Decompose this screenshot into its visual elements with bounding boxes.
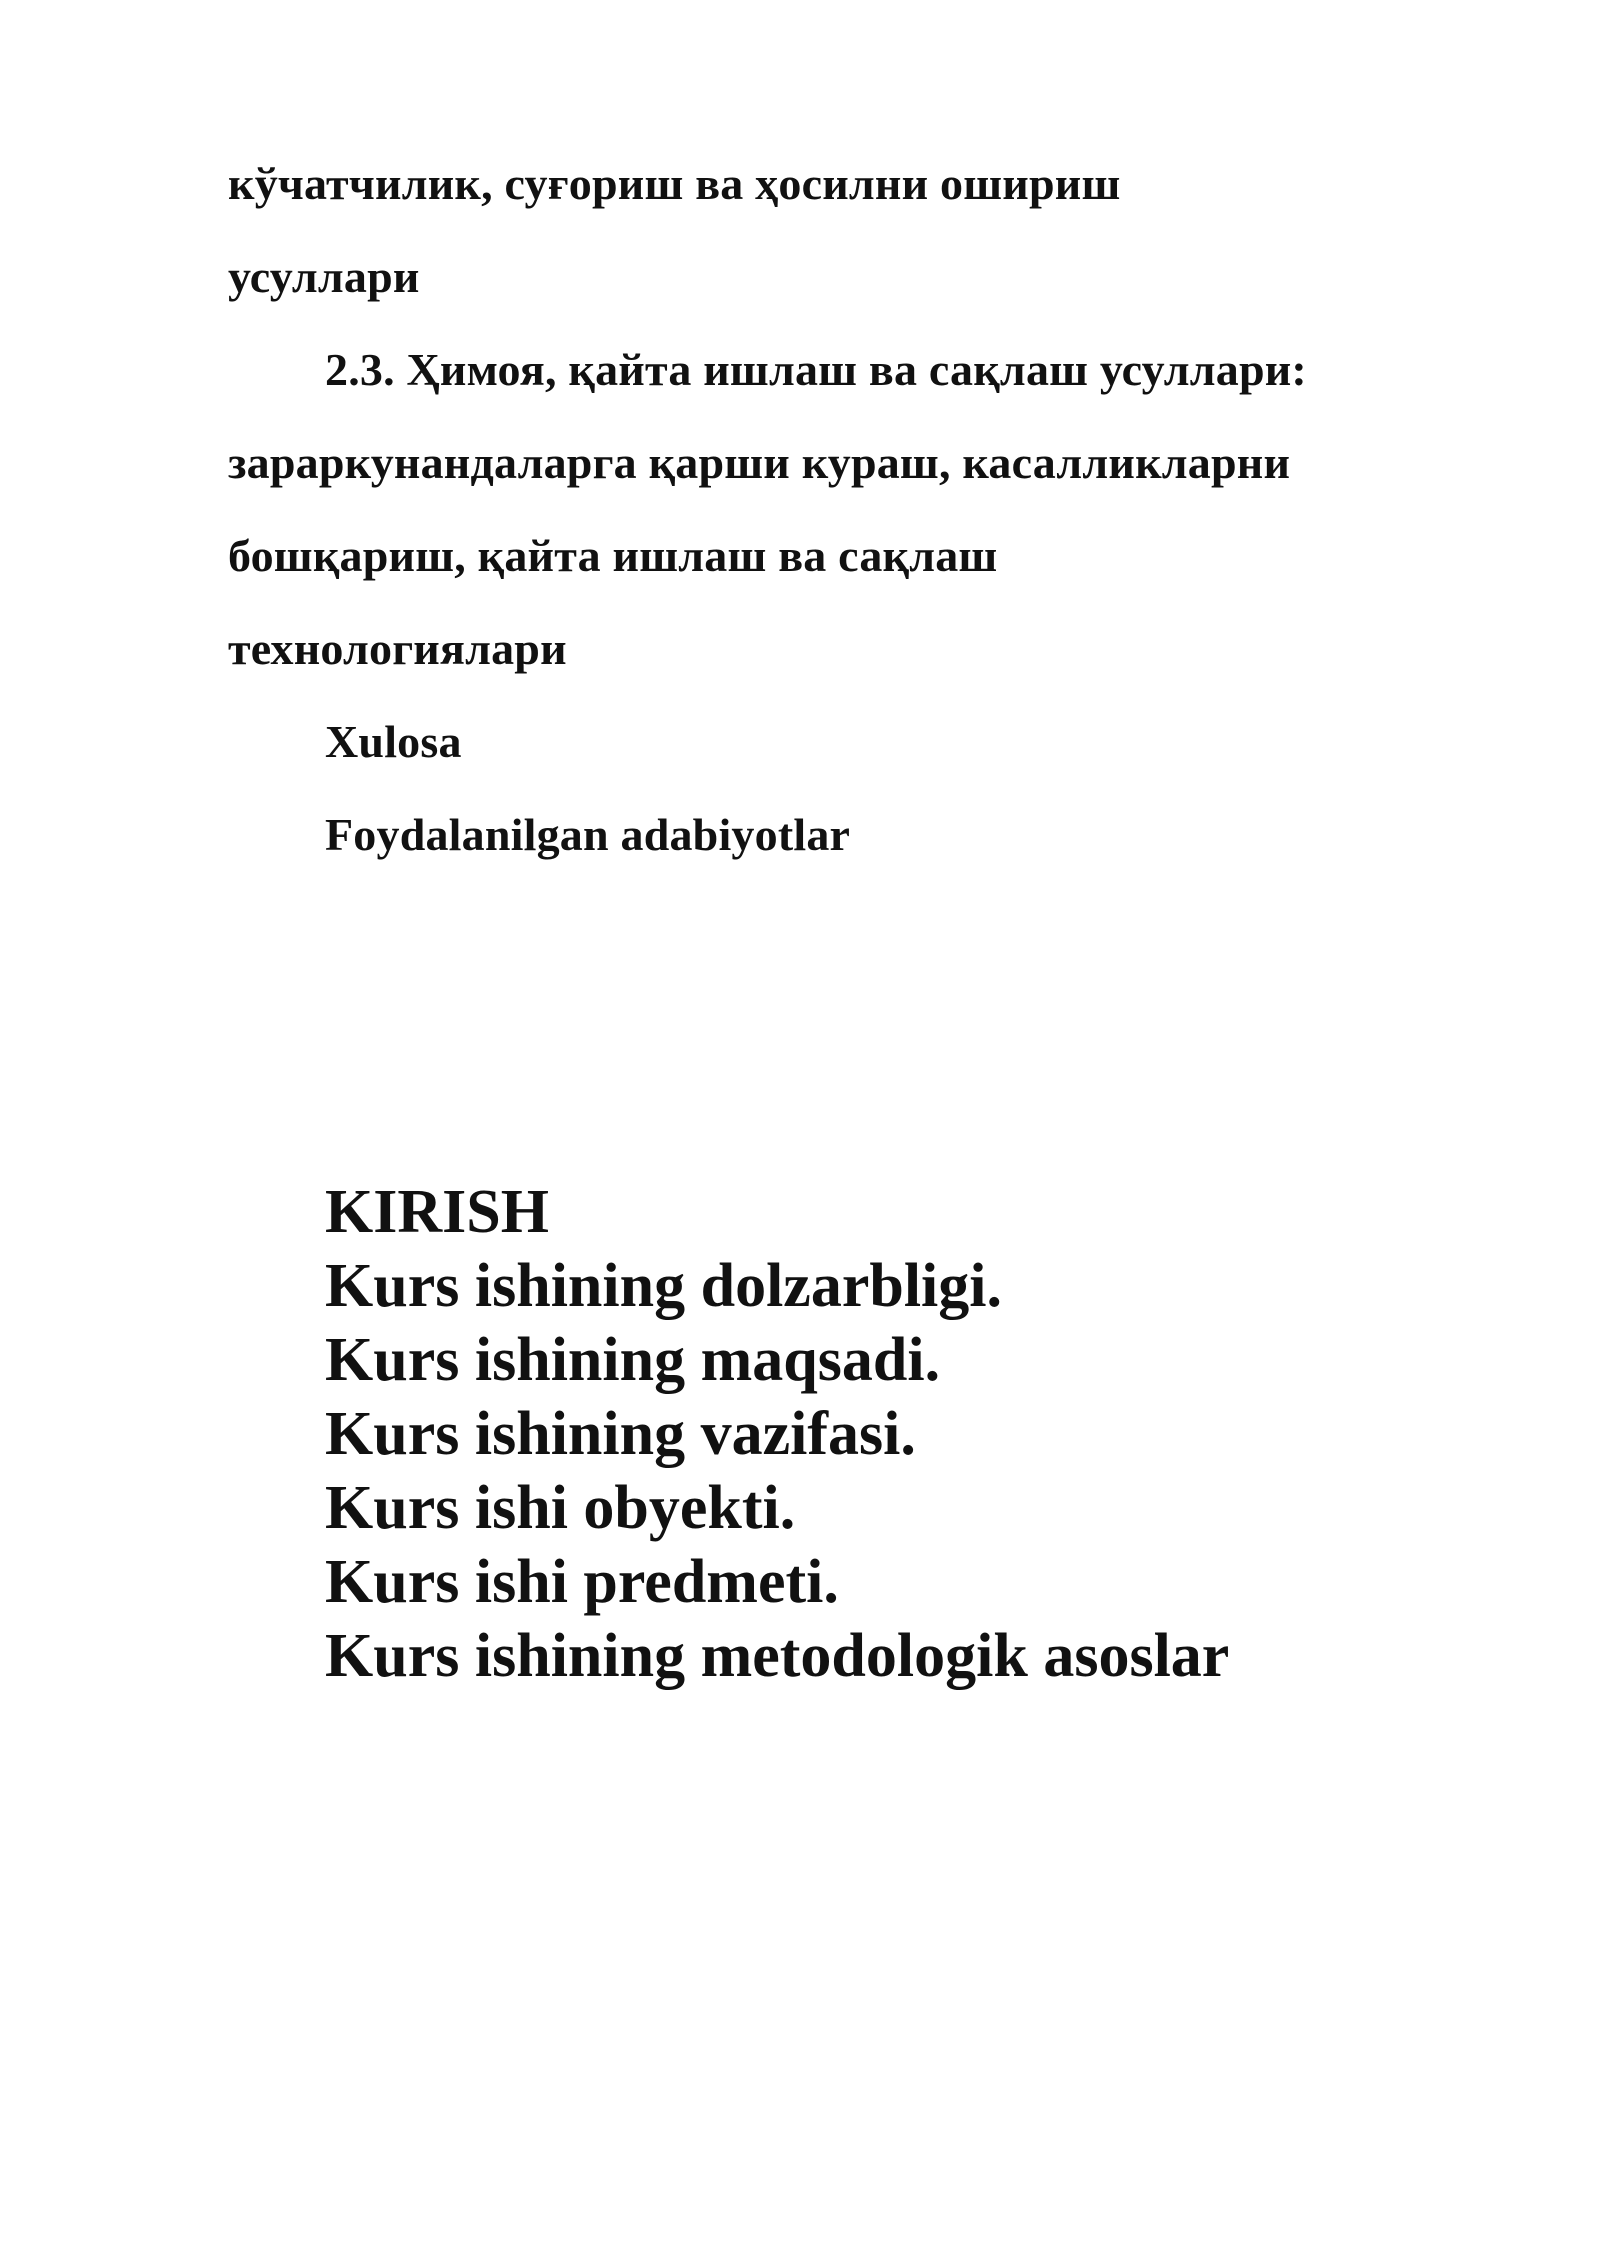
intro-item-predmeti: Kurs ishi predmeti. bbox=[325, 1548, 839, 1616]
toc-section-2-3: 2.3. Ҳимоя, қайта ишлаш ва сақлаш усуллари: bbox=[325, 344, 1307, 395]
intro-title: KIRISH bbox=[325, 1178, 549, 1246]
toc-adabiyotlar: Foydalanilgan adabiyotlar bbox=[325, 809, 851, 860]
toc-xulosa: Xulosa bbox=[325, 716, 462, 767]
intro-item-dolzarbligi: Kurs ishining dolzarbligi. bbox=[325, 1252, 1003, 1320]
intro-item-vazifasi: Kurs ishining vazifasi. bbox=[325, 1400, 916, 1468]
toc-line-1: кўчатчилик, суғориш ва ҳосилни ошириш bbox=[228, 158, 1121, 209]
toc-line-6: технологиялари bbox=[228, 623, 567, 674]
toc-line-2: усуллари bbox=[228, 251, 420, 302]
toc-line-5: бошқариш, қайта ишлаш ва сақлаш bbox=[228, 530, 998, 581]
intro-heading-block bbox=[325, 1175, 1229, 1693]
intro-item-maqsadi: Kurs ishining maqsadi. bbox=[325, 1326, 941, 1394]
intro-item-obyekti: Kurs ishi obyekti. bbox=[325, 1474, 796, 1542]
intro-item-metodologik: Kurs ishining metodologik asoslar bbox=[325, 1622, 1230, 1690]
toc-line-4: зараркунандаларга қарши кураш, касалликларни bbox=[228, 437, 1291, 488]
